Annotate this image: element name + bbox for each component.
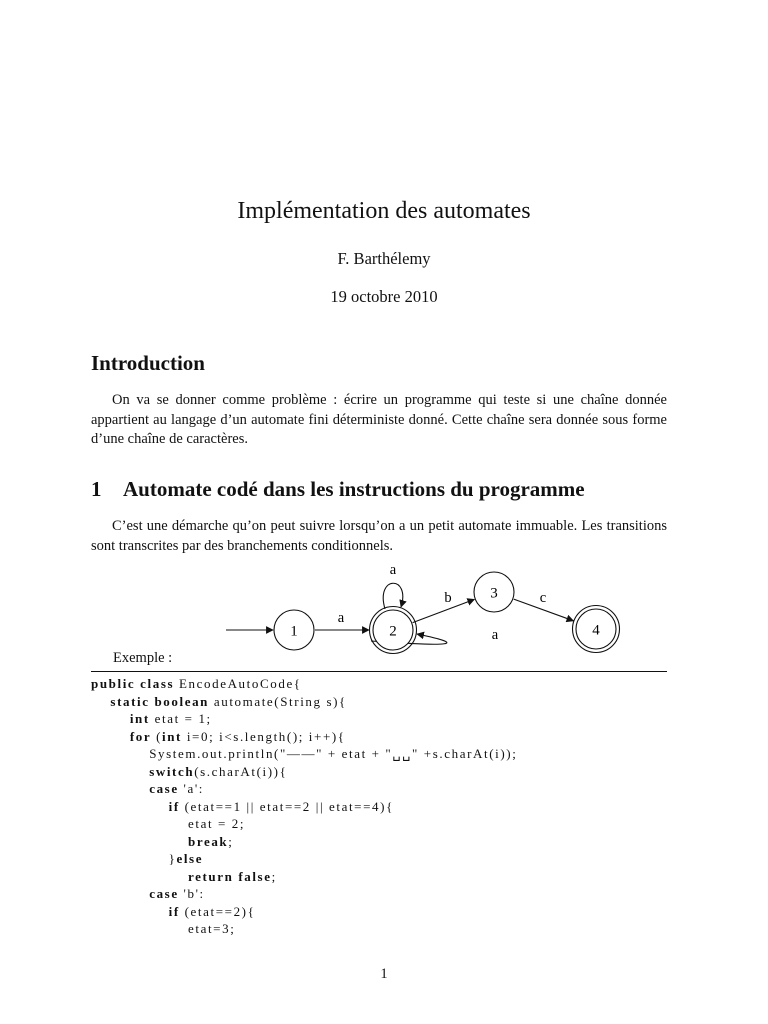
code-text: (: [151, 728, 162, 744]
code-keyword: public class: [91, 676, 175, 691]
section-1-heading: [91, 475, 585, 503]
code-text: ;: [271, 868, 277, 884]
code-text: [91, 729, 130, 744]
code-text: System.out.println("——" + etat + "␣␣" +s.charAt(i));: [91, 746, 518, 761]
code-text: [91, 834, 188, 849]
transition-label: a: [389, 562, 397, 578]
code-text: }: [91, 851, 177, 866]
code-text: ;: [228, 833, 234, 849]
code-text: [91, 799, 169, 814]
code-text: [91, 886, 149, 901]
automaton-diagram: [0, 560, 768, 660]
code-text: [91, 869, 188, 884]
code-text: [91, 904, 169, 919]
code-text: (etat==2){: [179, 903, 256, 919]
code-text: EncodeAutoCode{: [174, 676, 302, 691]
code-text: i=0; i<s.length(); i++){: [181, 728, 346, 744]
code-line: [91, 798, 691, 816]
state-label: 2: [389, 623, 397, 640]
transition-2-2: [383, 562, 403, 609]
section-1-paragraph: C’est une démarche qu’on peut suivre lorsqu’on a un petit automate immuable. Les transitions sont transcrites par des branchements conditionnels.: [91, 518, 667, 554]
code-text: etat = 2;: [91, 816, 246, 831]
code-keyword: break: [188, 833, 229, 849]
transition-2-3: [413, 590, 475, 623]
code-line: [91, 920, 691, 938]
code-top-rule: [91, 671, 667, 672]
code-line: [91, 745, 691, 763]
code-text: [91, 781, 149, 796]
code-keyword: case: [149, 886, 179, 901]
code-text: [91, 694, 110, 709]
code-line: [91, 763, 691, 781]
code-line: [91, 693, 691, 711]
code-text: etat = 1;: [149, 711, 212, 726]
state-label: 3: [490, 585, 498, 602]
code-keyword: static boolean: [110, 693, 209, 709]
transition-3-4: [514, 590, 574, 621]
code-keyword: int: [129, 711, 150, 726]
code-line: [91, 868, 691, 886]
code-line: [91, 710, 691, 728]
code-line: [91, 903, 691, 921]
code-keyword: int: [162, 728, 182, 744]
state-2: [370, 607, 417, 654]
code-text: etat=3;: [91, 921, 236, 936]
code-keyword: switch: [149, 763, 195, 779]
code-line: [91, 833, 691, 851]
paper-date: 19 octobre 2010: [330, 287, 438, 306]
state-4: [573, 606, 620, 653]
transition-label: b: [444, 590, 452, 606]
intro-paragraph: On va se donner comme problème : écrire un programme qui teste si une chaîne donnée appartient au langage d’un automate fini déterministe donné. Cette chaîne sera donnée sous forme d’une chaîne de caractères.: [91, 392, 667, 447]
code-keyword: for: [129, 728, 152, 744]
code-keyword: case: [149, 781, 179, 796]
code-line: [91, 780, 691, 798]
page-number: 1: [380, 966, 388, 982]
code-keyword: return false: [188, 868, 272, 884]
transition-label: a: [337, 610, 345, 626]
paper-author: F. Barthélemy: [337, 249, 431, 268]
code-keyword: if: [168, 798, 180, 814]
code-text: [91, 764, 149, 779]
code-line: [91, 728, 691, 746]
state-label: 4: [592, 622, 600, 639]
transition-arrow: [383, 583, 403, 609]
code-text: automate(String s){: [209, 693, 347, 709]
code-line: [91, 815, 691, 833]
code-line: [91, 885, 691, 903]
state-1: [226, 610, 314, 650]
paper-title: Implémentation des automates: [237, 198, 531, 224]
code-keyword: else: [176, 851, 204, 866]
code-line: [91, 850, 691, 868]
section-1-number: 1: [91, 477, 102, 501]
code-text: (s.charAt(i)){: [194, 763, 288, 779]
code-keyword: if: [168, 903, 180, 919]
code-listing: [91, 675, 691, 938]
example-label: Exemple :: [113, 650, 173, 666]
code-text: (etat==1 || etat==2 || etat==4){: [179, 798, 394, 814]
code-line: [91, 675, 691, 693]
code-text: 'a':: [178, 781, 205, 796]
intro-heading: Introduction: [91, 351, 205, 375]
transition-label: c: [539, 590, 547, 606]
section-1-title: Automate codé dans les instructions du programme: [123, 477, 585, 501]
code-text: [91, 711, 130, 726]
code-text: 'b':: [178, 886, 205, 901]
state-label: 1: [290, 623, 298, 640]
state-3: [474, 572, 514, 612]
transition-1-2: [315, 610, 369, 630]
transition-label: a: [491, 627, 499, 643]
